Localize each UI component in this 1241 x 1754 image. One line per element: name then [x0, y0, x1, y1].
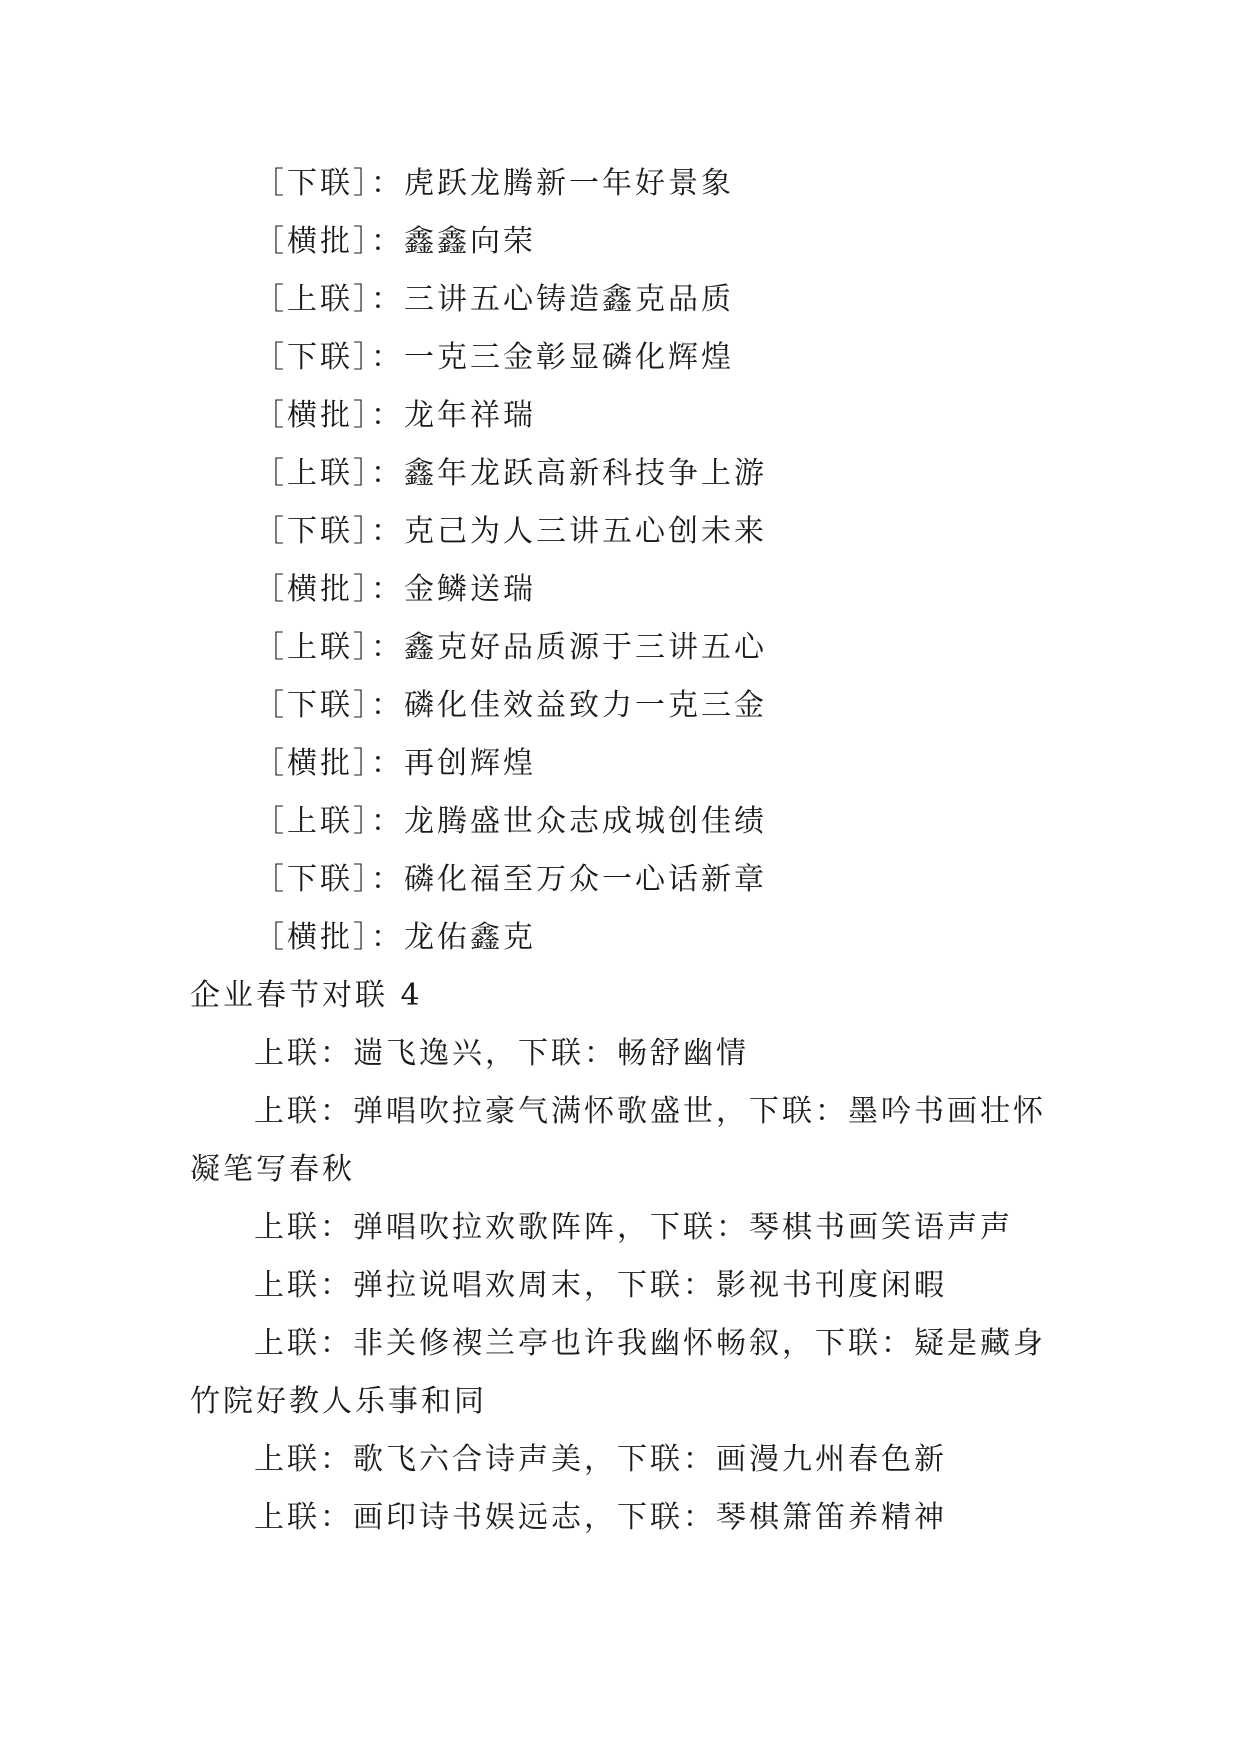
couplet-line: ［下联］：磷化佳效益致力一克三金 [254, 688, 767, 723]
couplet-line: ［上联］：鑫克好品质源于三讲五心 [254, 630, 767, 665]
couplet-line: ［上联］：鑫年龙跃高新科技争上游 [254, 456, 767, 491]
couplet-paragraph: 上联：画印诗书娱远志，下联：琴棋箫笛养精神 [254, 1500, 947, 1535]
couplet-line: ［横批］：再创辉煌 [254, 746, 536, 781]
couplet-paragraph: 上联：弹唱吹拉豪气满怀歌盛世，下联：墨吟书画壮怀凝笔写春秋 [190, 1094, 1046, 1187]
couplet-line: ［上联］：龙腾盛世众志成城创佳绩 [254, 804, 767, 839]
couplet-line: ［下联］：一克三金彰显磷化辉煌 [254, 340, 734, 375]
couplet-paragraph: 上联：非关修禊兰亭也许我幽怀畅叙，下联：疑是藏身竹院好教人乐事和同 [190, 1326, 1046, 1419]
couplet-paragraph: 上联：歌飞六合诗声美，下联：画漫九州春色新 [254, 1442, 947, 1477]
couplet-line: ［下联］：虎跃龙腾新一年好景象 [254, 166, 734, 201]
document-body [190, 155, 1060, 1547]
couplet-line: ［横批］：鑫鑫向荣 [254, 224, 536, 259]
couplet-paragraph: 上联：弹唱吹拉欢歌阵阵，下联：琴棋书画笑语声声 [254, 1210, 1013, 1245]
section-heading: 企业春节对联 4 [190, 978, 423, 1013]
couplet-paragraph: 上联：遄飞逸兴，下联：畅舒幽情 [254, 1036, 749, 1071]
couplet-line: ［横批］：龙佑鑫克 [254, 920, 536, 955]
couplet-line: ［下联］：克己为人三讲五心创未来 [254, 514, 767, 549]
couplet-line: ［上联］：三讲五心铸造鑫克品质 [254, 282, 734, 317]
couplet-line: ［下联］：磷化福至万众一心话新章 [254, 862, 767, 897]
couplet-line: ［横批］：金鳞送瑞 [254, 572, 536, 607]
couplet-line: ［横批］：龙年祥瑞 [254, 398, 536, 433]
couplet-paragraph: 上联：弹拉说唱欢周末，下联：影视书刊度闲暇 [254, 1268, 947, 1303]
